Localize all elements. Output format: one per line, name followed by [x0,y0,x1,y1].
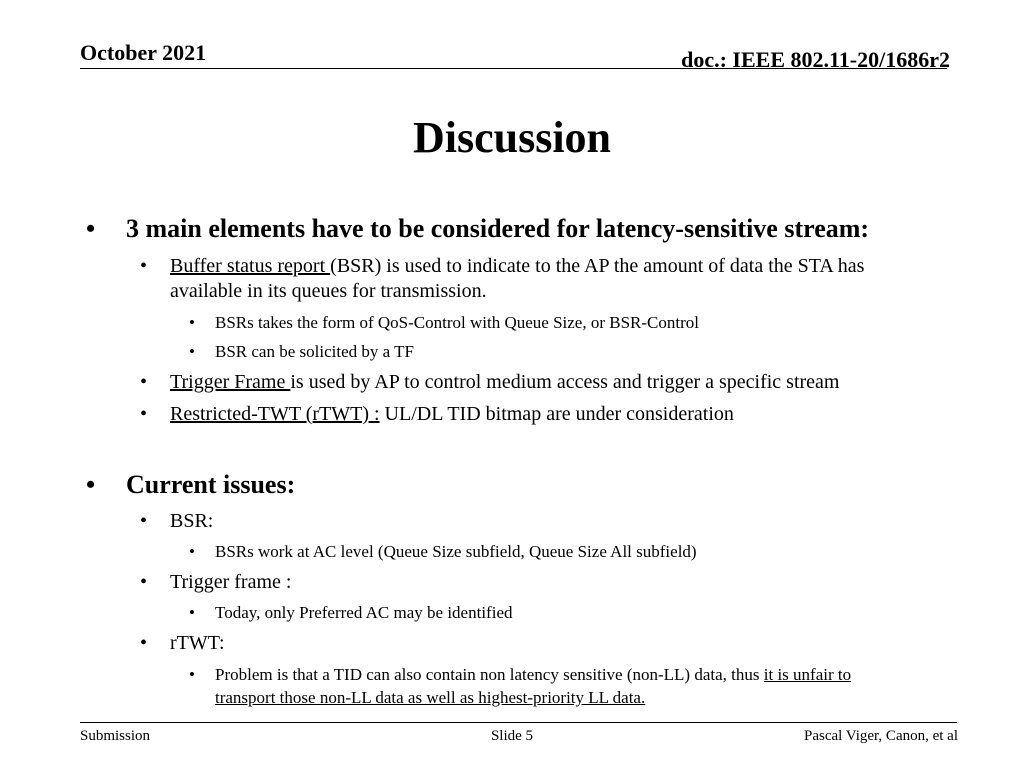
bullet-icon: • [189,542,195,561]
header-divider [80,68,947,69]
bullet-icon: • [140,632,148,654]
bsr-sub1-text: BSRs takes the form of QoS-Control with Queue Size, or BSR-Control [215,313,700,332]
header-doc-id: doc.: IEEE 802.11-20/1686r2 [681,47,950,72]
bsr-text-line2: available in its queues for transmission. [170,280,487,302]
trigger-frame-link[interactable]: Trigger Frame [170,371,291,393]
section1-heading: 3 main elements have to be considered for latency-sensitive stream: [126,214,870,243]
bullet-icon: • [189,342,195,361]
bullet-icon: • [189,313,195,332]
footer-submission: Submission [80,728,151,744]
bsr-text-line1: (BSR) is used to indicate to the AP the amount of data the STA has [330,255,865,277]
header-date: October 2021 [80,40,207,65]
slide-title: Discussion [412,113,612,162]
issue-rtwt-sub1-link[interactable]: it is unfair to [763,665,852,684]
issue-bsr-sub1-text: BSRs work at AC level (Queue Size subfield, Queue Size All subfield) [215,542,697,561]
issue-rtwt-sub1-line2[interactable]: transport those non-LL data as well as highest-priority LL data. [215,688,646,707]
bsr-link[interactable]: Buffer status report [170,255,331,277]
bullet-icon: • [140,255,148,277]
rtwt-link[interactable]: Restricted-TWT (rTWT) : [170,403,380,425]
bullet-icon: • [189,603,195,622]
footer-author: Pascal Viger, Canon, et al [803,728,958,744]
bullet-icon: • [140,571,148,593]
issue-trigger-label: Trigger frame : [170,571,292,593]
footer-divider [80,722,957,723]
issue-trigger-sub1-text: Today, only Preferred AC may be identified [215,603,513,622]
rtwt-text: UL/DL TID bitmap are under consideration [379,403,734,425]
bullet-icon: • [189,665,195,684]
trigger-frame-text: is used by AP to control medium access and trigger a specific stream [290,371,840,393]
footer-slide-number: Slide 5 [490,728,534,744]
issue-bsr-label: BSR: [170,510,214,532]
bullet-icon: • [140,403,148,425]
section2-heading: Current issues: [126,470,296,499]
bullet-icon: • [140,510,148,532]
bsr-sub2-text: BSR can be solicited by a TF [215,342,414,361]
bullet-icon: • [86,470,96,499]
bullet-icon: • [86,214,96,243]
issue-rtwt-sub1-text: Problem is that a TID can also contain non latency sensitive (non-LL) data, thus [215,665,764,684]
issue-rtwt-label: rTWT: [170,632,225,654]
bullet-icon: • [140,371,148,393]
